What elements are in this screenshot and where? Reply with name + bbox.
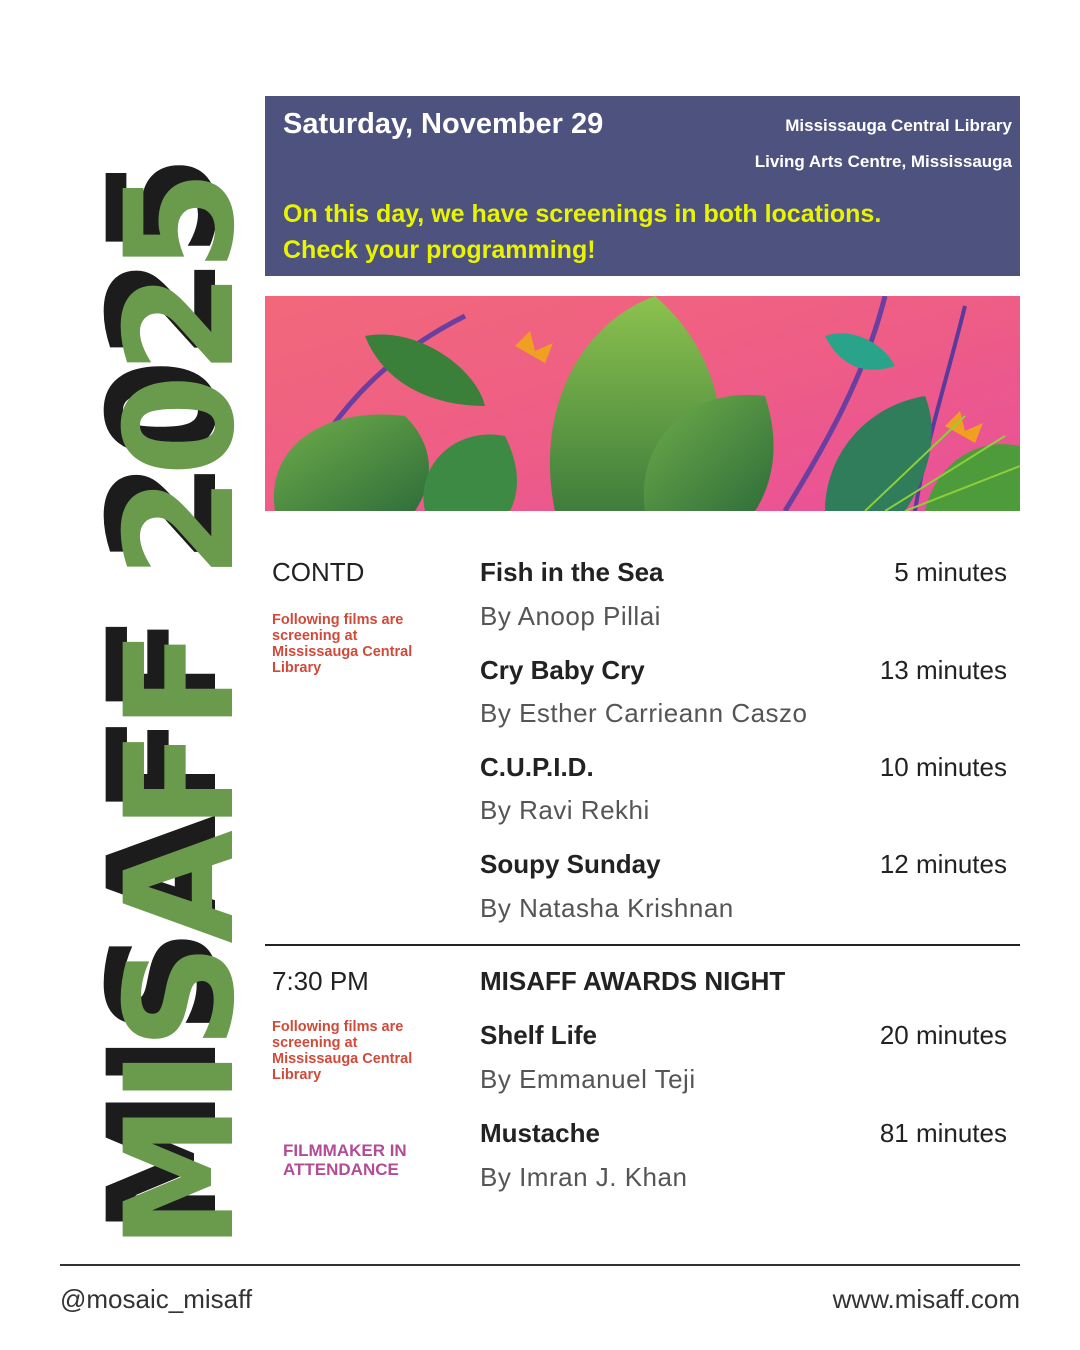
film-director: By Esther Carrieann Caszo — [480, 698, 808, 728]
block2-location-note: Following films are screening at Mississauga Central Library — [272, 1019, 413, 1083]
film-director: By Emmanuel Teji — [480, 1064, 696, 1094]
title-main: MISAFF 2025 — [94, 146, 240, 1250]
film-director: By Imran J. Khan — [480, 1162, 688, 1192]
social-handle: @mosaic_misaff — [60, 1284, 253, 1314]
footer-divider — [60, 1264, 1020, 1266]
event-date: Saturday, November 29 — [283, 108, 604, 140]
banner-note-line-2: Check your programming! — [283, 236, 596, 264]
block1-time: CONTD — [272, 557, 365, 587]
title-shadow: MISAFF 2025 — [77, 131, 240, 1235]
tropical-foliage-image — [265, 296, 1020, 511]
film-title: Mustache — [480, 1118, 600, 1148]
film-duration: 20 minutes — [879, 1020, 1007, 1050]
banner-note — [283, 196, 1003, 268]
film-title: Shelf Life — [480, 1020, 598, 1050]
film-director: By Ravi Rekhi — [480, 795, 650, 825]
event-title: MISAFF AWARDS NIGHT — [480, 966, 786, 996]
film-duration: 12 minutes — [879, 849, 1007, 879]
film-director: By Anoop Pillai — [480, 601, 661, 631]
website-url: www.misaff.com — [832, 1284, 1020, 1314]
film-title: Fish in the Sea — [480, 557, 664, 587]
filmmaker-attendance-note: FILMMAKER IN ATTENDANCE — [283, 1141, 407, 1179]
film-director: By Natasha Krishnan — [480, 893, 734, 923]
film-title: C.U.P.I.D. — [480, 752, 594, 782]
film-title: Cry Baby Cry — [480, 655, 645, 685]
film-duration: 10 minutes — [879, 752, 1007, 782]
banner-note-line-1: On this day, we have screenings in both locations. — [283, 200, 882, 228]
festival-title-vertical — [60, 95, 240, 1255]
location-2: Living Arts Centre, Mississauga — [754, 152, 1012, 171]
section-divider — [265, 944, 1020, 946]
film-duration: 81 minutes — [879, 1118, 1007, 1148]
date-banner — [265, 96, 1020, 276]
film-duration: 13 minutes — [879, 655, 1007, 685]
block2-time: 7:30 PM — [272, 966, 369, 996]
block1-location-note: Following films are screening at Mississauga Central Library — [272, 612, 413, 676]
location-1: Mississauga Central Library — [785, 116, 1012, 135]
film-title: Soupy Sunday — [480, 849, 661, 879]
film-duration: 5 minutes — [894, 557, 1007, 587]
